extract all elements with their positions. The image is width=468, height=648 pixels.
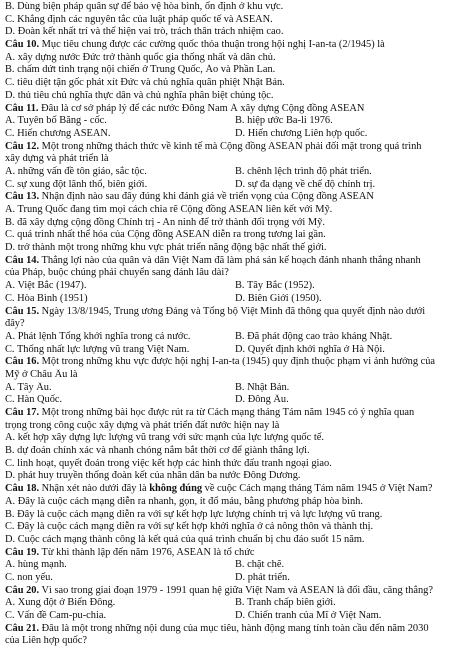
question-line [5,356,464,369]
question-continuation: Mỹ ở Châu Âu là [5,368,78,380]
answer-row [5,166,464,179]
answer-option: C. sự xung đột lãnh thổ, biên giới. [5,178,148,190]
answer-row [5,572,464,585]
answer-option: A. Đây là cuộc cách mạng diễn ra nhanh, gọn, ít đổ máu, bằng phương pháp hòa bình. [5,495,363,507]
answer-option: D. Đoàn kết nhất trí và thể hiện vai trò, trách thân trách nhiệm cao. [5,26,284,38]
answer-option: B. Đã phát động cao trào kháng Nhật. [235,330,393,342]
question-text: Từ khi thành lập đến năm 1976, ASEAN là tổ chức [39,546,255,558]
question-text: Mục tiêu chung được các cường quốc thỏa thuận trong hội nghị I-an-ta (2/1945) là [39,39,385,51]
answer-option: D. Quyết định khởi nghĩa ở Hà Nội. [235,343,385,355]
question-number: Câu 10. [5,39,40,51]
question-text: Thắng lợi nào của quân và dân Việt Nam đã làm phá sản kế hoạch đánh nhanh thắng nhanh [39,254,421,266]
question-line [5,191,464,204]
question-text: Đâu là một trong những nội dung của mục tiêu, hành động mang tính toàn cầu đến năm 2030 [39,622,429,634]
answer-option: C. tiêu diệt tận gốc phát xít Đức và chủ nghĩa quân phiệt Nhật Bản. [5,77,285,89]
question-continuation: xây dựng và phát triển là [5,153,109,165]
question-line [5,306,464,319]
answer-option: C. Hiến chương ASEAN. [5,127,111,139]
question-line [5,623,464,636]
question-text: Đâu là cơ sở pháp lý để các nước Đông Nam Á xây dựng Cộng đồng ASEAN [38,102,365,114]
answer-option: B. Tây Bắc (1952). [235,280,315,292]
answer-option: B. chấm dứt tình trạng nội chiến ở Trung Quốc, Áo và Phần Lan. [5,64,276,76]
question-line [5,141,464,154]
answer-option: A. Trung Quốc đang tìm mọi cách chia rẽ Cộng đồng ASEAN liên kết với Mỹ. [5,204,333,215]
answer-row [5,394,464,407]
question-text: Một trong những bài học được rút ra từ Cách mạng tháng Tám năm 1945 có ý nghĩa quan [39,407,415,418]
answer-option: C. Khẳng định các nguyên tắc của luật pháp quốc tế và ASEAN. [5,13,273,25]
answer-option: D. Đông Âu. [235,394,289,406]
answer-option: B. hiệp ước Ba-li 1976. [235,115,333,127]
exam-page [5,1,464,648]
question-text: Ngày 13/8/1945, Trung ương Đảng và Tổng bộ Việt Minh đã thông qua quyết định nào dưới [39,305,426,317]
answer-option: B. Nhật Bản. [235,381,290,393]
answer-option: B. chặt chẽ. [235,559,285,571]
question-line [5,547,464,560]
answer-option: A. Việt Bắc (1947). [5,280,87,292]
question-line [5,407,464,420]
question-text: Nhận xét nào dưới đây là [39,483,150,495]
question-line [5,483,464,496]
answer-row [5,128,464,141]
answer-option: C. Hòa Bình (1951) [5,292,88,304]
question-number: Câu 20. [5,584,40,596]
answer-option: C. Thống nhất lực lượng vũ trang Việt Nam. [5,343,190,355]
answer-option: A. xây dựng nước Đức trở thành quốc gia thống nhất và dân chủ. [5,51,276,63]
answer-option: A. Tây Âu. [5,381,52,393]
question-number: Câu 19. [5,546,40,558]
question-continuation: trọng trong công cuộc xây dựng và phát triển đất nước hiện nay là [5,419,280,431]
answer-option: C. Hàn Quốc. [5,394,63,406]
answer-row [5,559,464,572]
answer-option: A. kết hợp xây dựng lực lượng vũ trang với sức mạnh của lực lượng quốc tế. [5,432,324,444]
answer-option: B. Đây là cuộc cách mạng diễn ra với sự kết hợp lực lượng chính trị và lực lượng vũ trang. [5,508,383,520]
answer-option: D. phát huy truyền thống đoàn kết của nhân dân ba nước Đông Dương. [5,470,301,482]
answer-row [5,280,464,293]
answer-option: C. Đây là cuộc cách mạng diễn ra với sự kết hợp khởi nghĩa ở cả nông thôn và thành thị. [5,521,374,533]
answer-option: D. Biên Giới (1950). [235,292,322,304]
question-number: Câu 17. [5,407,40,418]
question-line [5,103,464,116]
answer-option: B. đã xây dựng cộng đồng Chính trị - An ninh để trở thành đối trọng với Mỹ. [5,216,325,228]
answer-option: A. Phát lệnh Tổng khởi nghĩa trong cả nước. [5,330,191,342]
answer-option: B. chênh lệch trình độ phát triển. [235,165,372,177]
answer-option: D. phát triển. [235,571,290,583]
question-text: Một trong những khu vực được hội nghị I-an-ta (1945) quy định thuộc phạm vi ảnh hưởng của [39,356,436,368]
question-text: Vì sao trong giai đoạn 1979 - 1991 quan hệ giữa Việt Nam và ASEAN là đối đầu, căng thẳng? [39,584,433,596]
answer-row [5,179,464,192]
question-number: Câu 13. [5,191,40,203]
answer-option: B. dự đoán chính xác và nhanh chóng nắm bắt thời cơ để giành thắng lợi. [5,445,310,457]
question-emphasis: không đúng [149,483,203,495]
question-text: về cuộc Cách mạng tháng Tám năm 1945 ở Việt Nam? [202,483,433,495]
question-number: Câu 18. [5,483,40,495]
answer-option: D. trở thành một trong những khu vực phát triển năng động bậc nhất thế giới. [5,242,327,254]
answer-option: C. linh hoạt, quyết đoán trong việc kết hợp các hình thức đấu tranh ngoại giao. [5,457,332,469]
question-line [5,255,464,268]
question-number: Câu 12. [5,140,40,152]
question-line [5,39,464,52]
answer-option: D. Cuộc cách mạng thành công là kết quả của quá trình chuẩn bị chu đáo suốt 15 năm. [5,533,365,545]
answer-option: D. Hiến chương Liên hợp quốc. [235,127,368,139]
answer-row [5,331,464,344]
question-number: Câu 21. [5,622,40,634]
answer-option: C. Vấn đề Cam-pu-chia. [5,610,107,621]
answer-row [5,382,464,395]
answer-option: C. non yếu. [5,571,53,583]
question-number: Câu 15. [5,305,40,317]
answer-option: B. Dùng biện pháp quân sự để bảo vệ hòa bình, ổn định ở khu vực. [5,1,284,12]
answer-option: A. Xung đột ở Biển Đông. [5,597,116,609]
answer-option: A. hùng mạnh. [5,559,67,571]
answer-option: D. thủ tiêu chủ nghĩa thực dân và chủ nghĩa phân biệt chủng tộc. [5,89,274,101]
question-number: Câu 16. [5,356,40,368]
answer-row [5,597,464,610]
answer-option: A. những vấn đề tôn giáo, sắc tộc. [5,165,147,177]
answer-option: D. sự đa dạng về chế độ chính trị. [235,178,376,190]
question-text: Một trong những thách thức về kinh tế mà Cộng đồng ASEAN phải đối mặt trong quá trình [39,140,422,152]
answer-row [5,293,464,306]
answer-option: B. Tranh chấp biên giới. [235,597,336,609]
answer-row [5,115,464,128]
answer-option: C. quá trình nhất thể hóa của Cộng đồng ASEAN diễn ra trong tương lai gần. [5,229,326,241]
question-continuation: của Pháp, buộc chúng phải chuyển sang đánh lâu dài? [5,267,229,279]
question-number: Câu 11. [5,102,39,114]
answer-row [5,344,464,357]
answer-option: D. Chiến tranh của Mĩ ở Việt Nam. [235,610,382,621]
question-continuation: của Liên hợp quốc? [5,635,87,647]
question-number: Câu 14. [5,254,40,266]
question-text: Nhận định nào sau đây đúng khi đánh giá về triển vọng của Cộng đồng ASEAN [39,191,374,203]
question-continuation: đây? [5,318,25,330]
answer-option: A. Tuyên bố Băng - cốc. [5,115,107,127]
question-line [5,585,464,598]
answer-row [5,610,464,623]
